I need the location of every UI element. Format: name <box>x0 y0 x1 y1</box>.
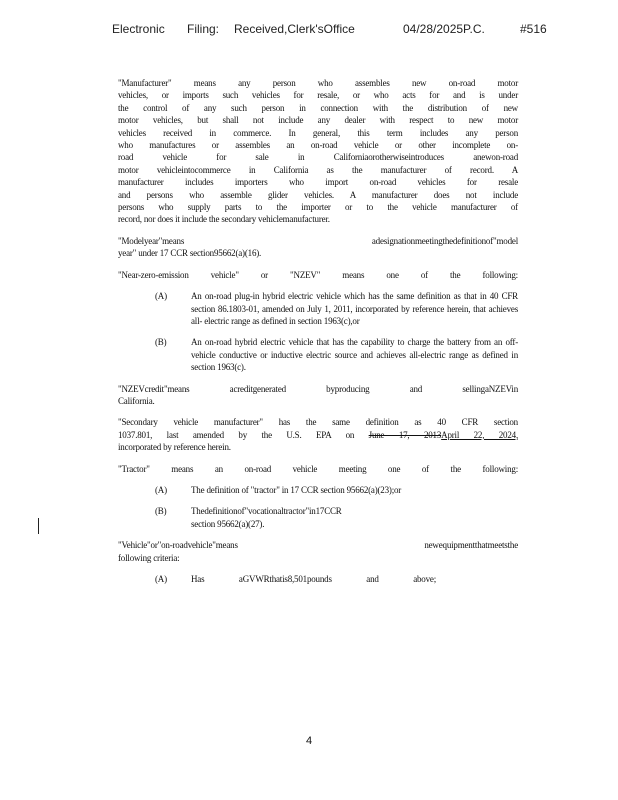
definition-manufacturer <box>118 77 518 226</box>
header-filing: Filing: <box>187 22 220 36</box>
line: and persons who assemble glider vehicles. A manufacturer does not include <box>118 189 518 200</box>
nzev-item-b <box>118 336 518 373</box>
line: "Manufacturer" means any person who assembles new on-road motor <box>118 78 518 88</box>
line: manufacturer includes importers who import on-road vehicles for resale <box>118 177 518 188</box>
definition-vehicle <box>118 539 518 564</box>
line: the control of any such person in connection with the distribution of new <box>118 102 518 113</box>
line: record, nor does it include the secondary vehiclemanufacturer. <box>118 214 330 225</box>
line: motor vehicleintocommerce in California as the manufacturer of record. A <box>118 164 518 175</box>
header-date: 04/28/2025P.C. <box>403 22 485 36</box>
line: vehicles received in commerce. In general, this term includes any person <box>118 127 518 138</box>
definition-model-year <box>118 235 518 260</box>
nzev-item-a <box>118 290 518 327</box>
line: "Modelyear"means adesignationmeetingthedefinitionof"model <box>118 235 518 246</box>
secondary-text: 1037.801, last amended by the U.S. EPA on <box>118 429 355 440</box>
line: incorporated by reference herein. <box>118 442 231 453</box>
item-label: (A) <box>155 574 167 584</box>
item-label: (B) <box>155 506 167 517</box>
item-text-line2: section 95662(a)(27). <box>191 518 265 529</box>
line: "NZEVcredit"means acreditgenerated byproducing and sellingaNZEVin <box>118 383 518 394</box>
revision-margin-bar <box>38 518 39 534</box>
line: year" under 17 CCR section95662(a)(16). <box>118 248 262 259</box>
item-label: (A) <box>155 484 167 495</box>
line: "Secondary vehicle manufacturer" has the same definition as 40 CFR section <box>118 417 518 428</box>
line: road vehicle for sale in Californiaorotherwiseintroduces anewon-road <box>118 152 518 163</box>
line: persons who supply parts to the importer or to the vehicle manufacturer of <box>118 202 518 213</box>
line: following criteria: <box>118 552 180 563</box>
item-text: The definition of "tractor" in 17 CCR section 95662(a)(23);or <box>191 484 402 495</box>
item-text: An on-road plug-in hybrid electric vehicle which has the same definition as that in 40 CFR section 86.1803-01, amended on July 1, 2011, incorporated by reference herein, that achieves all- electric range as defined in section 1963(c),or <box>191 291 518 326</box>
header-number: #516 <box>520 22 547 36</box>
definition-tractor-intro: "Tractor" means an on-road vehicle meeting one of the following: <box>118 463 518 474</box>
page-number: 4 <box>305 735 313 747</box>
tractor-item-a <box>118 484 518 496</box>
line <box>118 429 518 441</box>
definition-secondary-vehicle-manufacturer <box>118 416 518 453</box>
item-label: (A) <box>155 291 167 302</box>
line: who manufactures or assembles an on-road vehicle or other incomplete on- <box>118 140 518 151</box>
line: California. <box>118 395 155 406</box>
header-received: Received,Clerk'sOffice <box>234 22 355 36</box>
line: vehicles, or imports such vehicles for resale, or who acts for and is under <box>118 90 518 101</box>
item-label: (B) <box>155 337 167 348</box>
item-text: Has aGVWRthatis8,501pounds and above; <box>191 574 436 584</box>
tractor-item-b <box>118 505 518 530</box>
item-text-line1: Thedefinitionof"vocationaltractor"in17CCR <box>191 506 342 517</box>
line: motor vehicles, but shall not include any dealer with respect to new motor <box>118 115 518 126</box>
filing-header <box>0 22 618 36</box>
document-body <box>118 77 518 585</box>
item-text: An on-road hybrid electric vehicle that has the capability to charge the battery from an off-vehicle conductive or inductive electric source and achieves all-electric range as defined in section 1963(c). <box>191 337 518 373</box>
struck-date: June 17, 2013 <box>368 429 442 440</box>
definition-nzev-credit <box>118 383 518 408</box>
definition-nzev-intro: "Near-zero-emission vehicle" or "NZEV" means one of the following: <box>118 269 518 280</box>
inserted-date: April 22, 2024, <box>441 429 518 440</box>
vehicle-item-a <box>118 573 518 585</box>
header-electronic: Electronic <box>112 22 165 36</box>
line: "Vehicle"or"on-roadvehicle"means newequipmentthatmeetsthe <box>118 540 518 551</box>
